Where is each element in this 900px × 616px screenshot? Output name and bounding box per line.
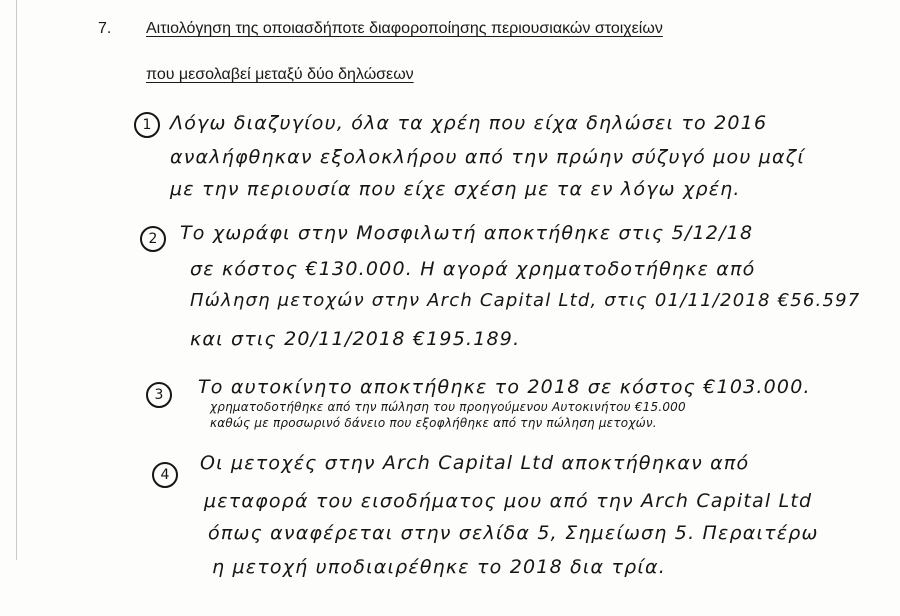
note-3-marker: 3	[146, 382, 172, 408]
note-3-line-1: Το αυτοκίνητο αποκτήθηκε το 2018 σε κόστος €103.000.	[198, 376, 811, 398]
margin-rule	[16, 0, 17, 560]
note-2-line-3: Πώληση μετοχών στην Arch Capital Ltd, στις 01/11/2018 €56.597	[190, 290, 861, 311]
note-3-line-3: καθώς με προσωρινό δάνειο που εξοφλήθηκε από την πώληση μετοχών.	[210, 416, 657, 430]
note-3-line-2: χρηματοδοτήθηκε από την πώληση του προηγούμενου Αυτοκινήτου €15.000	[210, 400, 686, 414]
section-title-line-2: που μεσολαβεί μεταξύ δύο δηλώσεων	[146, 66, 414, 83]
note-2-marker: 2	[140, 226, 166, 252]
note-2-line-1: Το χωράφι στην Μοσφιλωτή αποκτήθηκε στις 5/12/18	[180, 222, 754, 244]
note-4-line-2: μεταφορά του εισοδήματος μου από την Arch Capital Ltd	[204, 490, 813, 512]
note-1-line-1: Λόγω διαζυγίου, όλα τα χρέη που είχα δηλώσει το 2016	[170, 112, 768, 134]
note-4-marker: 4	[152, 462, 178, 488]
note-2-line-4: και στις 20/11/2018 €195.189.	[190, 328, 521, 350]
note-4-line-4: η μετοχή υποδιαιρέθηκε το 2018 δια τρία.	[212, 556, 667, 578]
note-1-marker: 1	[134, 112, 160, 138]
section-title-line-1: Αιτιολόγηση της οποιασδήποτε διαφοροποίησης περιουσιακών στοιχείων	[146, 20, 663, 37]
note-4-line-3: όπως αναφέρεται στην σελίδα 5, Σημείωση 5. Περαιτέρω	[208, 522, 819, 544]
note-1-line-3: με την περιουσία που είχε σχέση με τα εν λόγω χρέη.	[170, 178, 741, 200]
note-1-line-2: αναλήφθηκαν εξολοκλήρου από την πρώην σύζυγό μου μαζί	[170, 146, 805, 168]
section-number: 7.	[98, 20, 112, 37]
note-2-line-2: σε κόστος €130.000. Η αγορά χρηματοδοτήθηκε από	[190, 258, 756, 280]
note-4-line-1: Οι μετοχές στην Arch Capital Ltd αποκτήθηκαν από	[200, 452, 750, 474]
